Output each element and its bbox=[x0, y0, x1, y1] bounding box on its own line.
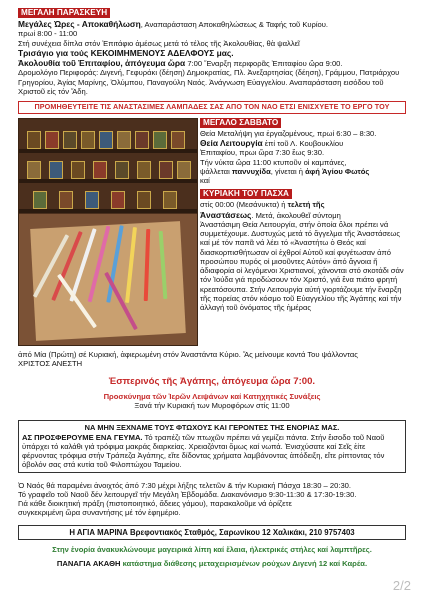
info-line-1: Ὁ Ναός θά παραμένει ἀνοιχτός ἀπό 7:30 μέχρι λήξης τελετῶν & τήν Κυριακή Πάσχα 18:30 – 20:30. bbox=[18, 480, 352, 490]
saturday-line-6: καί bbox=[200, 176, 210, 186]
saturday-line-2 bbox=[200, 138, 408, 148]
bulletin-page bbox=[18, 8, 406, 569]
sunday-full-line-1: ἀπό Μία (Πρώτη) σέ Κυριακή, ἀφιερωμένη στόν Ἀναστάντα Κύριο. Ἄς μείνουμε κοντά Του ψάλλοντας bbox=[18, 349, 358, 359]
epitafios-bold: Ἀκολουθία τοῦ Ἐπιταφίου, ἀπόγευμα ὥρα bbox=[18, 58, 186, 68]
sat-l5-c: , γίνεται ἡ bbox=[270, 166, 306, 176]
good-friday-section bbox=[18, 8, 406, 96]
middle-block bbox=[18, 118, 406, 350]
candles-banner: ΠΡΟΜΗΘΕΥΤΕΙΤΕ ΤΙΣ ΑΝΑΣΤΑΣΙΜΕΣ ΛΑΜΠΑΔΕΣ ΣΑΣ ΑΠΟ ΤΟΝ ΝΑΟ ΕΤΣΙ ΕΝΙΣΧΥΕΤΕ ΤΟ ΕΡΓΟ ΤΟΥ bbox=[18, 101, 406, 114]
easter-sunday-title: ΚΥΡΙΑΚΗ ΤΟΥ ΠΑΣΧΑ bbox=[200, 189, 292, 199]
liturgy-rest: ἐπί τοῦ Λ. Κουβουκλίου bbox=[262, 139, 344, 149]
info-line-2: Τό γραφεῖο τοῦ Ναοῦ δέν λειτουργεῖ τήν Μεγάλη Ἑβδομάδα. Διακανόνισμο 9:30-11:30 & 17:30-19:30. bbox=[18, 489, 357, 499]
good-friday-title: ΜΕΓΑΛΗ ΠΑΡΑΣΚΕΥΗ bbox=[18, 8, 110, 18]
recycle-line: Στην ἐνορία ἀνακυκλώνουμε μαγειρικά λίπη καί ἔλαια, ἠλεκτρικές στήλες καί λαμπτῆρες. bbox=[52, 545, 372, 555]
church-shop-photo bbox=[18, 118, 198, 346]
resurrection-bold: Ἀναστάσεως bbox=[200, 209, 252, 220]
notice-line-3: φέρνοντας τρόφιμα στήν Τράπεζα Ἀγάπης, εἴτε δίδοντας χρήματα λαμβάνοντας ἀπόδειξη, εἴτε ρίπτοντας τόν bbox=[22, 451, 385, 461]
sunday-line-1 bbox=[200, 200, 408, 209]
sunday-line-2 bbox=[200, 210, 408, 220]
procession-route: Δρομολόγιο Περιφοράς: Διγενή, Γεφυράκι (δέηση) Δημοκρατίας, Πλ. Ἀνεξαρτησίας (δέηση), Γράμμου, Πατριάρχου Γρηγορίου, Ἁγίας Μαρίνης, Ὀλύμπου, Παναγούλη Ναός. Ἀνάγνωση Εὐαγγελίου. Αναπαράσταση εισόδου τοῦ Χριστοῦ εἰς τόν Ἅδη. bbox=[18, 68, 400, 96]
offer-meal: ΑΣ ΠΡΟΣΦΕΡΟΥΜΕ ΕΝΑ ΓΕΥΜΑ. bbox=[22, 432, 143, 442]
holy-light: ἀφή Ἁγίου Φωτός bbox=[305, 166, 370, 176]
akathi-rest: κατάστημα διάθεσης μεταχειρισμένων ρούχων Διγενή 12 καί Καρέα. bbox=[120, 559, 368, 569]
notice-line-1 bbox=[22, 433, 402, 442]
saturday-line-3: Ἐπιταφίου, πρωι ὥρα 7:30 ἕως 9:30. bbox=[200, 148, 325, 158]
morning-hours: πρωί 8:00 - 11:00 bbox=[18, 29, 78, 39]
saturday-line-5 bbox=[200, 167, 408, 176]
myrrh-bearers-line: Ξανά τήν Κυριακή των Μυροφόρων στίς 11:00 bbox=[134, 401, 290, 411]
sun-l1-b: τελετή τῆς bbox=[287, 200, 325, 210]
info-line-4: συγκεκριμένη ὥρα συναντήσης μέ τόν ἐφημέριο. bbox=[18, 508, 181, 518]
notice-l1-rest: Τό τραπέζι τῶν πτωχῶν πρέπει νά γεμίζει πάντα. Στήν ἔισοδο τοῦ Ναοῦ bbox=[142, 432, 385, 442]
address-box: Η ΑΓΙΑ ΜΑΡΙΝΑ Βρεφοντιακός Σταθμός, Σαρωνίκου 12 Χαλικάκι, 210 9757403 bbox=[18, 525, 406, 541]
right-column bbox=[200, 118, 408, 313]
info-line-3: Γιά κάθε διοικητική πράξη (πιστοποιητικό, ἄδειες γάμου), παρακαλοῦμε νά ὁρίζετε bbox=[18, 499, 292, 509]
great-hours-line bbox=[18, 19, 406, 29]
relics-line: Προσκύνημα τῶν Ἱερῶν Λειψάνων καί Κατηχητικές Συνάξεις bbox=[103, 391, 321, 401]
saturday-line-1: Θεία Μεταλήψη για ἐργαζομένους, πρωί 6:30 – 8:30. bbox=[200, 128, 377, 138]
pannychida: παννυχίδα bbox=[231, 166, 271, 176]
poor-notice-box bbox=[18, 420, 406, 472]
sunday-body: Ἀναστάσιμη Θεία Λειτουργία, στήν ὁποία ὅλοι πρέπει νά συμμετέχουμε. Δυστυχώς μετά τό ἄγγελμα τῆς Ἀναστάσεως καί μέ τόν παπᾶ νά λέει τό «Ἀναστήτω ὁ Θεός καί διασκορπισθήτωσαν οἱ ἐχθροί Αὐτοῦ καί φυγέτωσαν ἀπό προσώπου πυρός οἱ μισοῦντες Αὐτόν» ἀπό ἄγνοια ἤ ἀδιαφορία οἱ λεγόμενοι Χριστιανοί, χάνονται στό σκοτάδι σάν τόν Ἰούδα γιά προδώσουν τόν Χριστό, γιά ἕνα πιάτο φρητή κρεατόσουπα. Στήν Λειτουργία αὐτή γιορτάζουμε τήν ἔναρξη τῆς πορείας στόν κόσμο τοῦ Εὐαγγελίου τῆς Ἀγάπης καί τήν ἀλλαγή τοῦ ὀνόματος τῆς ἡμέρας bbox=[200, 219, 404, 313]
sun-l1-a: στίς 00:00 (Μεσάνυκτα) ἡ bbox=[200, 200, 288, 210]
notice-line-2: ὑπάρχει τό καλάθι γιά τρόφιμα μακράς διαρκείας. Χρειαζόνται ὅμως καί νωπά. Ἐνισχύσατε καί Σεῖς ἐίτε bbox=[22, 441, 366, 451]
christos-anesti: ΧΡΙΣΤΟΣ ΑΝΕΣΤΗ bbox=[18, 359, 83, 369]
epitafios-line bbox=[18, 58, 406, 68]
akathi-line bbox=[18, 559, 406, 568]
akathi-name: ΠΑΝΑΓΙΑ ΑΚΑΘΗ bbox=[56, 559, 121, 569]
notice-line-4: ὀβολόν σας στά κυτία τοῦ Φιλοπτώχου Ταμείου. bbox=[22, 460, 182, 470]
friday-line-3: Στή συνέχεια δίπλα στόν Ἐπιτάφιο ἀμέσως μετά τό τέλος τῆς Ἀκολουθίας, θὰ ψαλλεῖ bbox=[18, 38, 300, 48]
notice-header: ΝΑ ΜΗΝ ΞΕΧΝΑΜΕ ΤΟΥΣ ΦΤΩΧΟΥΣ ΚΑΙ ΓΕΡΟΝΤΕΣ ΤΗΣ ΕΝΟΡΙΑΣ ΜΑΣ. bbox=[84, 423, 340, 433]
liturgy-bold: Θεία Λειτουργία bbox=[200, 138, 263, 149]
trisagion-line: Τρισάγιο για τούς ΚΕΚΟΙΜΗΜΕΝΟΥΣ ΑΔΕΛΦΟΥΣ μας. bbox=[18, 47, 234, 58]
holy-saturday-title: ΜΕΓΑΛΟ ΣΑΒΒΑΤΟ bbox=[200, 118, 281, 128]
great-hours-bold: Μεγάλες Ώρες - Αποκαθήλωση bbox=[18, 19, 141, 29]
church-info bbox=[18, 481, 406, 518]
sat-l5-a: ψάλλεται bbox=[200, 166, 232, 176]
page-number: 2/2 bbox=[392, 578, 411, 594]
saturday-line-4: Τήν νύκτα ὥρα 11:00 κτυποῦν οἱ καμπάνες, bbox=[200, 157, 347, 167]
sun-l2-rest: . Μετά, ἀκολουθεῖ σύντομη bbox=[251, 210, 341, 220]
great-hours-rest: , Αναπαράσταση Αποκαθηλώσεως & Ταφής τοῦ Κυρίου. bbox=[140, 20, 329, 29]
epitafios-rest: 7:00 Ἔναρξη περιφορᾶς Ἐπιταφίου ὥρα 9:00. bbox=[185, 59, 343, 68]
vesper-title: Ἑσπερινός τῆς Ἀγάπης, ἀπόγευμα ὥρα 7:00. bbox=[108, 376, 316, 388]
